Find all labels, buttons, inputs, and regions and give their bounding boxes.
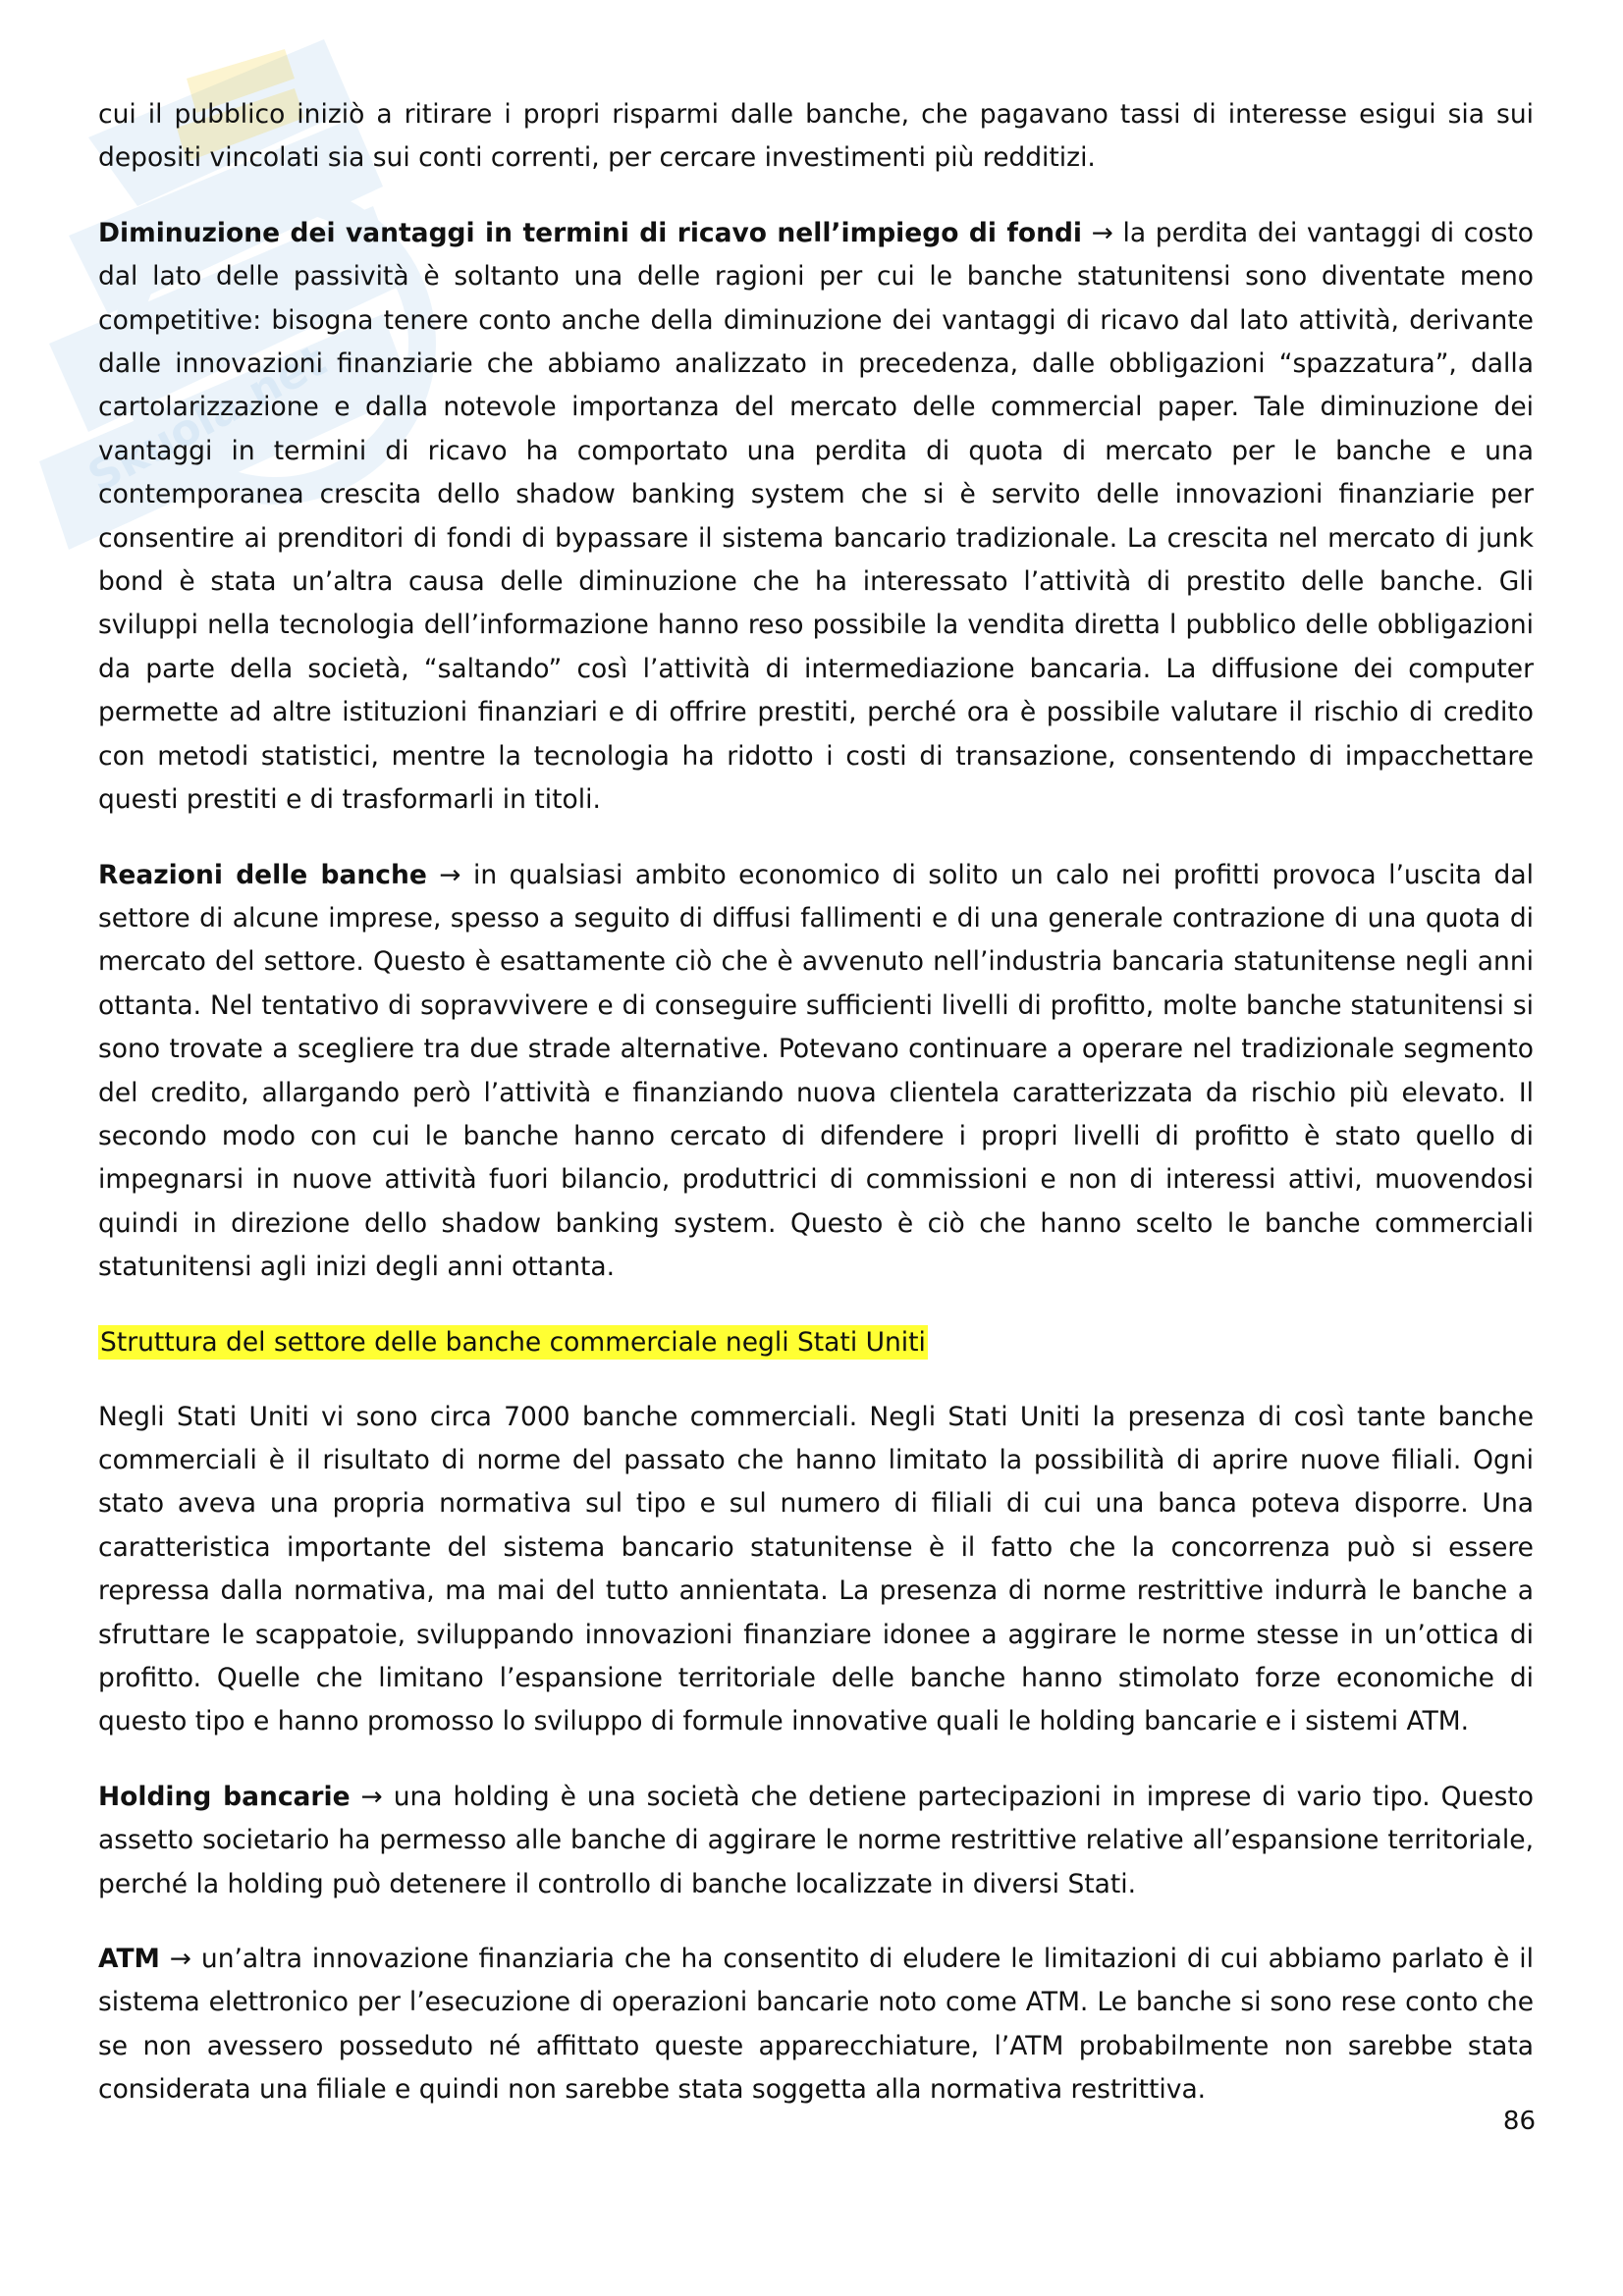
arrow-icon: →: [169, 1944, 192, 1975]
arrow-icon: →: [360, 1781, 383, 1812]
paragraph-text: in qualsiasi ambito economico di solito un calo nei profitti provoca l’uscita dal settore di alcune imprese, spesso a seguito di diffusi fallimenti e di una generale contrazione di una quota di mercato del settore. Questo è esattamente ciò che è avvenuto nell’industria bancaria statunitense negli anni ottanta. Nel tentativo di sopravvivere e di conseguire sufficienti livelli di profitto, molte banche statunitensi si sono trovate a scegliere tra due strade alternative. Potevano continuare a operare nel tradizionale segmento del credito, allargando però l’attività e finanziando nuova clientela caratterizzata da rischio più elevato. Il secondo modo con cui le banche hanno cercato di difendere i propri livelli di profitto è stato quello di impegnarsi in nuove attività fuori bilancio, produttrici di commissioni e non di interessi attivi, muovendosi quindi in direzione dello shadow banking system. Questo è ciò che hanno scelto le banche commerciali statunitensi agli inizi degli anni ottanta.: [98, 859, 1534, 1283]
paragraph-text: cui il pubblico iniziò a ritirare i propri risparmi dalle banche, che pagavano tassi di interesse esigui sia sui depositi vincolati sia sui conti correnti, per cercare investimenti più redditizi.: [98, 99, 1534, 174]
paragraph-text: Negli Stati Uniti vi sono circa 7000 banche commerciali. Negli Stati Uniti la presenza di così tante banche commerciali è il risultato di norme del passato che hanno limitato la possibilità di aprire nuove filiali. Ogni stato aveva una propria normativa sul tipo e sul numero di filiali di cui una banca poteva disporre. Una caratteristica importante del sistema bancario statunitense è il fatto che la concorrenza può si essere repressa dalla normativa, ma mai del tutto annientata. La presenza di norme restrittive indurrà le banche a sfruttare le scappatoie, sviluppando innovazioni finanziare idonee a aggirare le norme stesse in un’ottica di profitto. Quelle che limitano l’espansione territoriale delle banche hanno stimolato forze economiche di questo tipo e hanno promosso lo sviluppo di formule innovative quali le holding bancarie e i sistemi ATM.: [98, 1401, 1534, 1737]
highlighted-heading-text: Struttura del settore delle banche commerciale negli Stati Uniti: [100, 1326, 926, 1358]
paragraph-text: un’altra innovazione finanziaria che ha consentito di eludere le limitazioni di cui abbiamo parlato è il sistema elettronico per l’esecuzione di operazioni bancarie noto come ATM. Le banche si sono rese conto che se non avessero posseduto né affittato queste apparecchiature, l’ATM probabilmente non sarebbe stata considerata una filiale e quindi non sarebbe stata soggetta alla normativa restrittiva.: [98, 1944, 1534, 2106]
paragraph-holding: [98, 1776, 1534, 1906]
term-bank-reactions: Reazioni delle banche: [98, 859, 427, 890]
paragraph-text: una holding è una società che detiene partecipazioni in imprese di vario tipo. Questo assetto societario ha permesso alle banche di aggirare le norme restrittive relative all’espansione territoriale, perché la holding può detenere il controllo di banche localizzate in diversi Stati.: [98, 1781, 1534, 1899]
page-number: 86: [1502, 2107, 1536, 2136]
paragraph-revenue-advantages: [98, 212, 1534, 823]
watermark-brand-text: Skuola.net: [80, 335, 335, 503]
page-content: [98, 93, 1534, 2144]
arrow-icon: →: [439, 859, 461, 890]
paragraph-atm: [98, 1938, 1534, 2112]
term-holding: Holding bancarie: [98, 1781, 351, 1812]
paragraph-bank-reactions: [98, 854, 1534, 1290]
paragraph-continuation: [98, 93, 1534, 181]
paragraph-text: la perdita dei vantaggi di costo dal lato delle passività è soltanto una delle ragioni per cui le banche statunitensi sono diventate meno competitive: bisogna tenere conto anche della diminuzione dei vantaggi di ricavo dal lato attività, derivante dalle innovazioni finanziarie che abbiamo analizzato in precedenza, dalle obbligazioni “spazzatura”, dalla cartolarizzazione e dalla notevole importanza del mercato delle commercial paper. Tale diminuzione dei vantaggi in termini di ricavo ha comportato una perdita di quota di mercato per le banche e una contemporanea crescita dello shadow banking system che si è servito delle innovazioni finanziarie per consentire ai prenditori di fondi di bypassare il sistema bancario tradizionale. La crescita nel mercato di junk bond è stata un’altra causa delle diminuzione che ha interessato l’attività di prestito delle banche. Gli sviluppi nella tecnologia dell’informazione hanno reso possibile la vendita diretta l pubblico delle obbligazioni da parte della società, “saltando” così l’attività di intermediazione bancaria. La diffusione dei computer permette ad altre istituzioni finanziari e di offrire prestiti, perché ora è possibile valutare il rischio di credito con metodi statistici, mentre la tecnologia ha ridotto i costi di transazione, consentendo di impacchettare questi prestiti e di trasformarli in titoli.: [98, 217, 1534, 816]
arrow-icon: →: [1091, 217, 1113, 248]
term-atm: ATM: [98, 1944, 160, 1975]
section-heading: [98, 1321, 1534, 1364]
term-revenue-advantages: Diminuzione dei vantaggi in termini di ricavo nell’impiego di fondi: [98, 217, 1083, 248]
paragraph-us-banks: [98, 1396, 1534, 1744]
